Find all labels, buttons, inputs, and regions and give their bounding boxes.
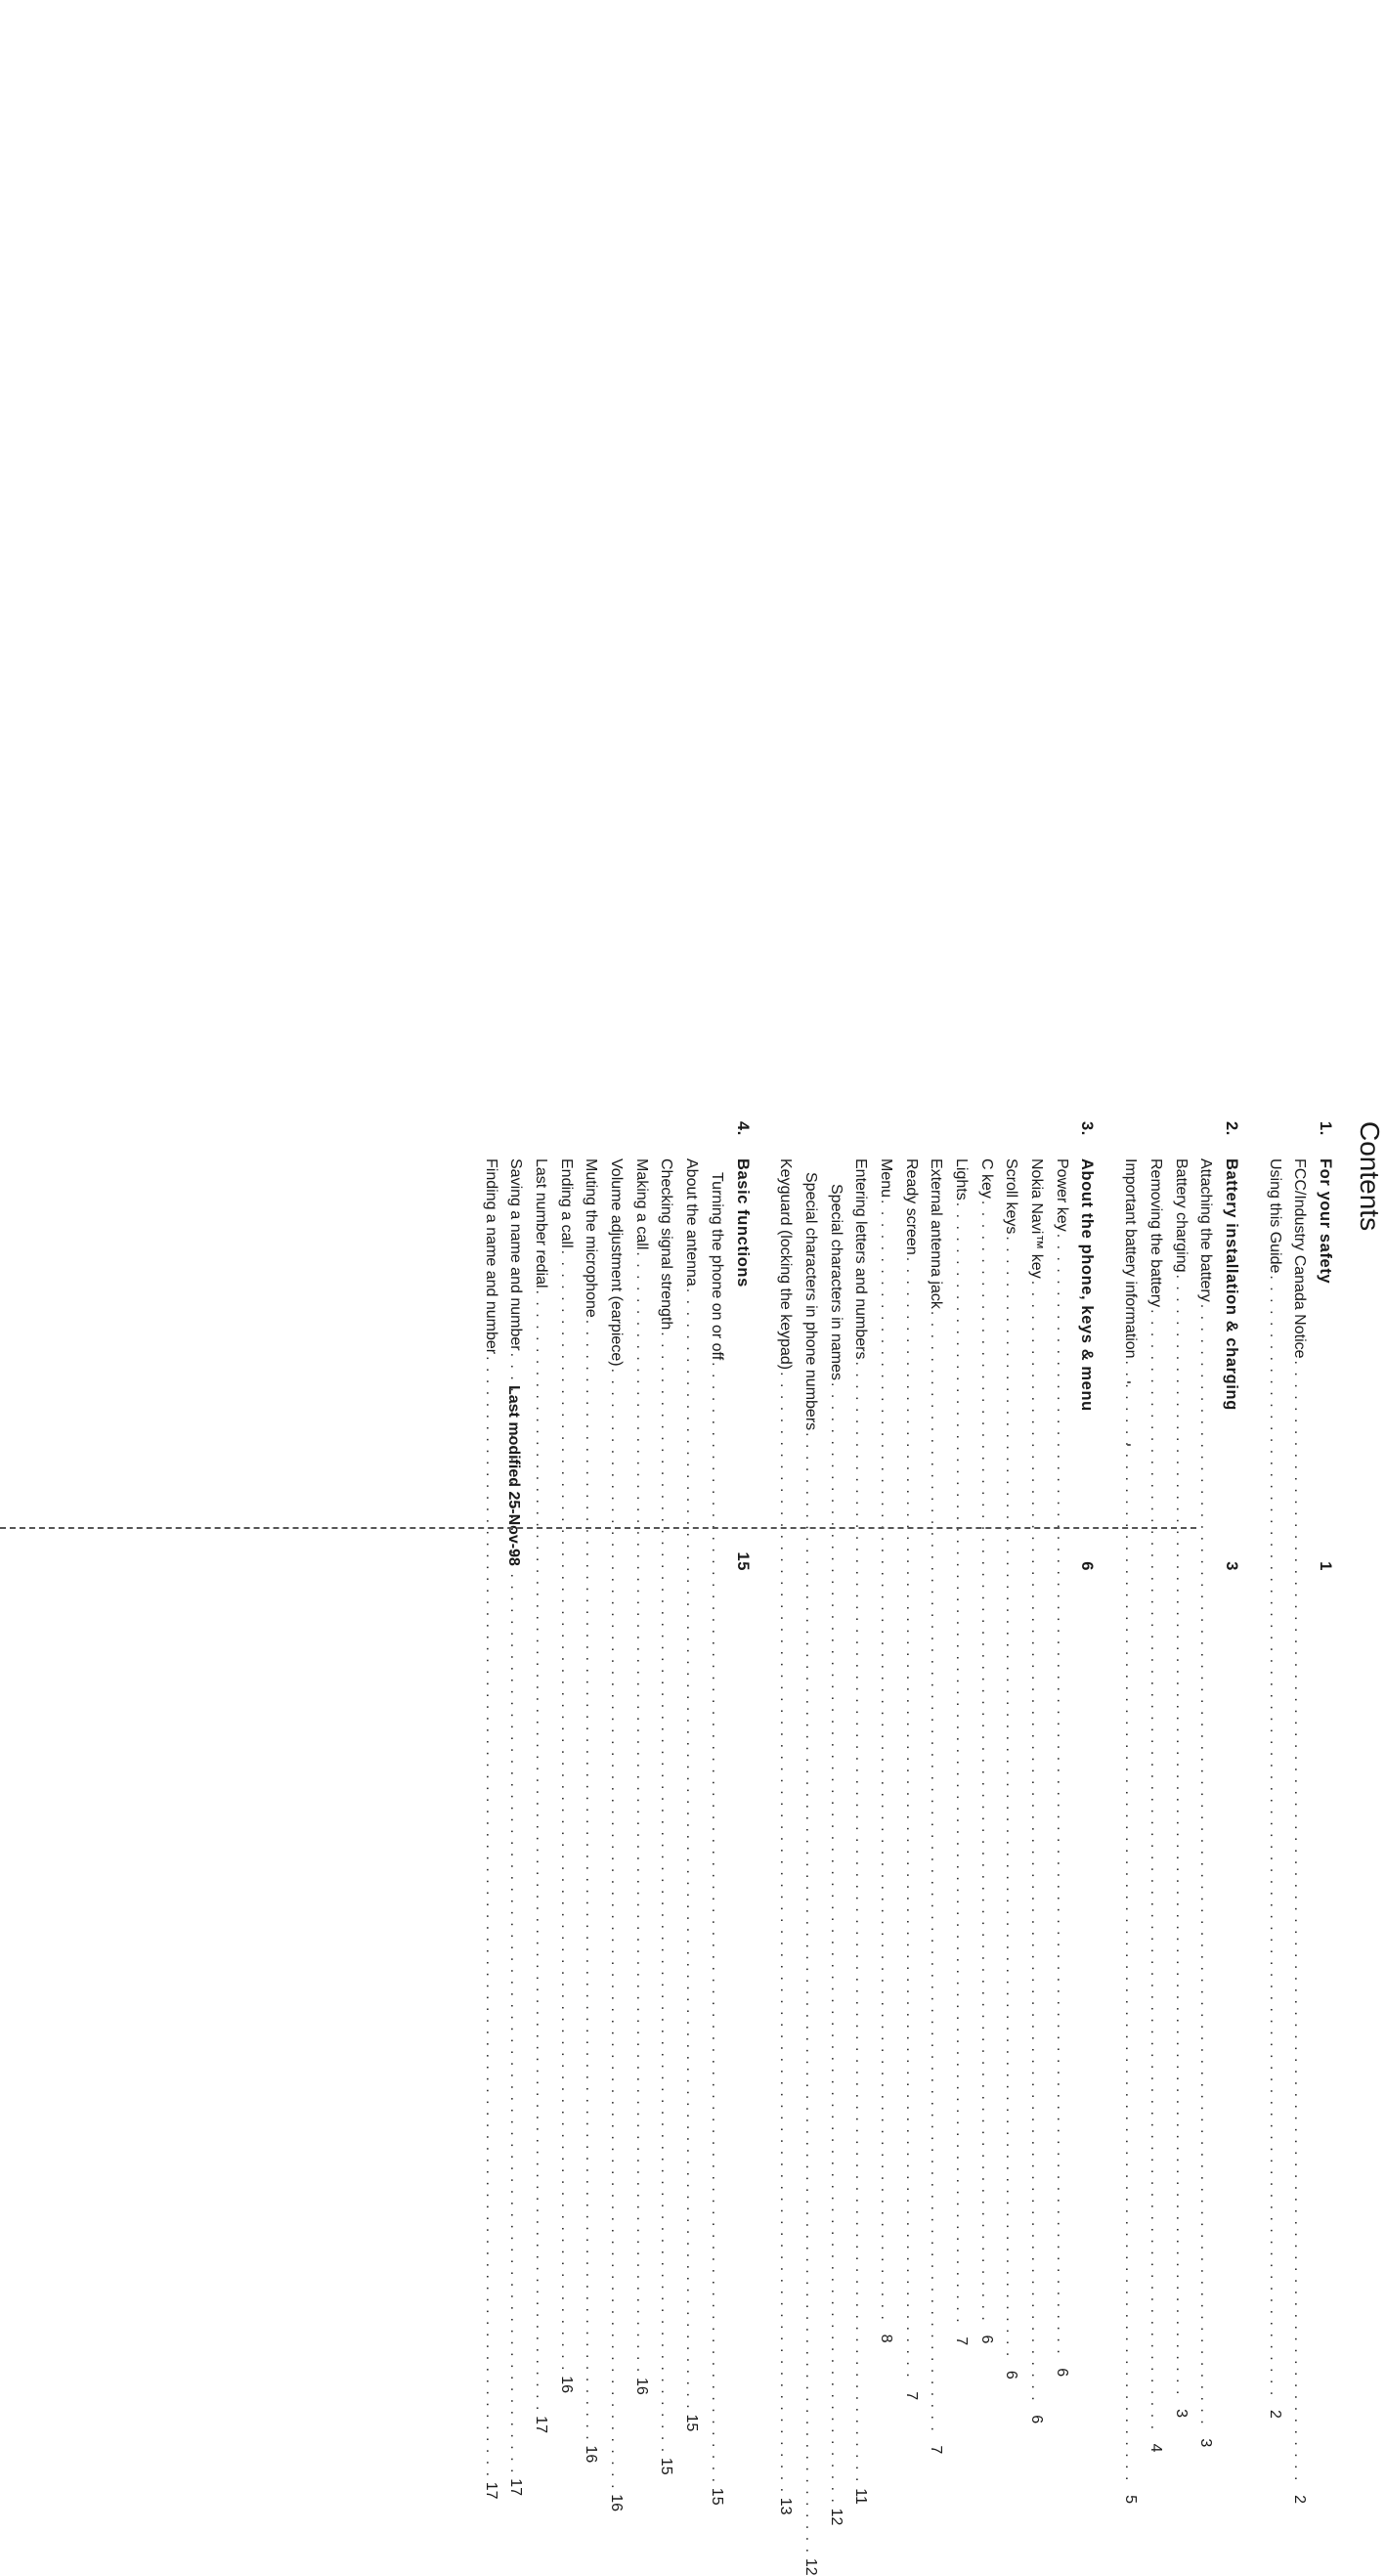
dot-leader bbox=[798, 1430, 823, 2554]
toc-entry[interactable] bbox=[823, 1121, 848, 2526]
entry-title: Using this Guide bbox=[1266, 1158, 1283, 1274]
scan-speck bbox=[1127, 1381, 1131, 1383]
entry-page-number: 7 bbox=[953, 2336, 971, 2346]
entry-page-number: 5 bbox=[1122, 2495, 1140, 2504]
bottom-dashed-rule bbox=[0, 1527, 1196, 1529]
entry-title: Checking signal strength bbox=[658, 1158, 675, 1331]
entry-title: Special characters in names bbox=[827, 1184, 844, 1380]
dot-leader bbox=[528, 1288, 553, 2412]
toc-entry[interactable] bbox=[704, 1121, 729, 2506]
toc-entry[interactable] bbox=[1168, 1121, 1193, 2418]
dot-leader bbox=[553, 1248, 579, 2372]
entry-page-number: 17 bbox=[533, 2416, 550, 2433]
entry-page-number: 15 bbox=[708, 2487, 725, 2506]
section-number: 3. bbox=[1078, 1121, 1097, 1136]
entry-title: Scroll keys bbox=[1003, 1158, 1020, 1235]
entry-page-number: 8 bbox=[878, 2334, 894, 2343]
dot-leader bbox=[654, 1330, 679, 2453]
toc-entry[interactable] bbox=[948, 1121, 974, 2346]
entry-page-number: 12 bbox=[827, 2508, 844, 2526]
entry-title: FCC/Industry Canada Notice bbox=[1291, 1158, 1309, 1359]
section-title: Battery installation & charging bbox=[1222, 1158, 1240, 1411]
entry-title: Ready screen bbox=[902, 1158, 920, 1255]
toc-entry[interactable] bbox=[848, 1121, 874, 2505]
entry-title: Menu bbox=[878, 1158, 894, 1199]
toc-entry[interactable] bbox=[603, 1121, 628, 2512]
dot-leader bbox=[1262, 1273, 1287, 2396]
section-page-number: 15 bbox=[733, 1551, 752, 1571]
entry-page-number: 13 bbox=[777, 2497, 795, 2515]
entry-page-number: 3 bbox=[1172, 2409, 1190, 2418]
dot-leader bbox=[603, 1367, 628, 2490]
entry-page-number: 17 bbox=[507, 2478, 525, 2497]
toc-entry[interactable] bbox=[873, 1121, 898, 2343]
entry-title: Muting the microphone bbox=[583, 1158, 600, 1318]
section-title: Basic functions bbox=[733, 1158, 752, 1288]
entry-title: Keyguard (locking the keypad) bbox=[777, 1158, 795, 1371]
toc-entry[interactable] bbox=[798, 1121, 823, 2576]
toc-entry[interactable] bbox=[924, 1121, 949, 2455]
entry-page-number: 6 bbox=[1053, 2368, 1070, 2378]
dot-leader bbox=[948, 1201, 974, 2324]
dot-leader bbox=[1143, 1307, 1168, 2430]
dot-leader bbox=[773, 1370, 799, 2493]
toc-entry[interactable] bbox=[679, 1121, 705, 2432]
dot-leader bbox=[1168, 1273, 1193, 2396]
entry-title: Important battery information bbox=[1122, 1158, 1140, 1359]
entry-page-number: 15 bbox=[683, 2414, 701, 2432]
entry-page-number: 2 bbox=[1266, 2409, 1283, 2419]
dot-leader bbox=[1287, 1359, 1313, 2482]
toc-entry[interactable] bbox=[898, 1121, 924, 2401]
entry-title: Lights bbox=[953, 1158, 971, 1201]
section-number: 1. bbox=[1317, 1121, 1334, 1136]
entry-title: Battery charging bbox=[1172, 1158, 1190, 1273]
scan-speck bbox=[1127, 1444, 1131, 1446]
entry-page-number: 16 bbox=[583, 2445, 600, 2464]
toc-section-heading[interactable] bbox=[1074, 1121, 1100, 1571]
toc-entry[interactable] bbox=[654, 1121, 679, 2475]
toc-entry[interactable] bbox=[1143, 1121, 1168, 2453]
section-gap bbox=[1243, 1121, 1262, 1571]
dot-leader bbox=[898, 1255, 924, 2379]
entry-page-number: 6 bbox=[1028, 2415, 1046, 2424]
toc-section-heading[interactable] bbox=[729, 1121, 755, 1571]
entry-page-number: 6 bbox=[1003, 2370, 1020, 2380]
dot-leader bbox=[1193, 1302, 1219, 2425]
entry-title: Nokia Navi™ key bbox=[1028, 1158, 1046, 1279]
toc-entry[interactable] bbox=[1287, 1121, 1313, 2504]
section-title: About the phone, keys & menu bbox=[1078, 1158, 1097, 1412]
section-number: 2. bbox=[1222, 1121, 1240, 1136]
entry-page-number: 3 bbox=[1197, 2438, 1215, 2448]
entry-title: Special characters in phone numbers bbox=[801, 1172, 819, 1431]
section-gap bbox=[1100, 1121, 1118, 1571]
section-gap bbox=[755, 1121, 773, 1571]
entry-page-number: 16 bbox=[632, 2378, 650, 2395]
entry-title: Turning the phone on or off bbox=[708, 1172, 725, 1361]
toc-entry[interactable] bbox=[478, 1121, 503, 2500]
entry-page-number: 4 bbox=[1147, 2443, 1164, 2453]
entry-page-number: 16 bbox=[608, 2494, 626, 2512]
entry-title: Last number redial bbox=[533, 1158, 550, 1288]
entry-page-number: 11 bbox=[852, 2488, 870, 2505]
entry-page-number: 16 bbox=[557, 2376, 575, 2394]
entry-title: Ending a call bbox=[557, 1158, 575, 1248]
entry-page-number: 7 bbox=[902, 2391, 920, 2401]
entry-page-number: 2 bbox=[1291, 2495, 1309, 2504]
table-of-contents bbox=[478, 1121, 1337, 2576]
dot-leader bbox=[628, 1249, 654, 2373]
entry-title: Power key bbox=[1053, 1158, 1070, 1232]
entry-title: Removing the battery bbox=[1147, 1158, 1164, 1308]
dot-leader bbox=[579, 1318, 604, 2441]
toc-section-heading[interactable] bbox=[1218, 1121, 1243, 1571]
entry-page-number: 12 bbox=[801, 2557, 819, 2576]
entry-page-number: 15 bbox=[658, 2457, 675, 2475]
entry-title: External antenna jack bbox=[928, 1158, 945, 1309]
entry-page-number: 7 bbox=[928, 2445, 945, 2455]
dot-leader bbox=[678, 1287, 704, 2410]
section-page-number: 6 bbox=[1078, 1561, 1097, 1571]
toc-section-heading[interactable] bbox=[1312, 1121, 1337, 1571]
toc-entry[interactable] bbox=[773, 1121, 799, 2515]
entry-title: C key bbox=[977, 1158, 995, 1199]
toc-entry[interactable] bbox=[999, 1121, 1024, 2380]
dot-leader bbox=[873, 1198, 898, 2321]
toc-entry[interactable] bbox=[974, 1121, 999, 2344]
entry-title: Attaching the battery bbox=[1197, 1158, 1215, 1302]
section-number: 4. bbox=[733, 1121, 752, 1136]
entry-title: Saving a name and number bbox=[507, 1158, 525, 1351]
entry-page-number: 17 bbox=[482, 2481, 499, 2500]
section-page-number: 3 bbox=[1222, 1561, 1240, 1571]
toc-entry[interactable] bbox=[1262, 1121, 1287, 2419]
dot-leader bbox=[1023, 1279, 1049, 2402]
entry-title: Entering letters and numbers bbox=[852, 1158, 870, 1360]
toc-entry[interactable] bbox=[579, 1121, 604, 2464]
section-title: For your safety bbox=[1317, 1158, 1334, 1285]
entry-page-number: 6 bbox=[977, 2335, 995, 2344]
toc-entry[interactable] bbox=[1023, 1121, 1049, 2424]
toc-entry[interactable] bbox=[1193, 1121, 1219, 2448]
dot-leader bbox=[1049, 1232, 1074, 2355]
entry-title: Finding a name and number bbox=[482, 1158, 499, 1355]
page-title: Contents bbox=[1355, 1121, 1385, 1232]
section-page-number: 1 bbox=[1317, 1561, 1334, 1571]
toc-entry[interactable] bbox=[1118, 1121, 1144, 2504]
entry-title: Making a call bbox=[632, 1158, 650, 1250]
last-modified-footer: Last modified 25-Nov-98 bbox=[505, 1385, 522, 1566]
dot-leader bbox=[478, 1354, 503, 2477]
dot-leader bbox=[924, 1309, 949, 2432]
entry-title: Volume adjustment (earpiece) bbox=[608, 1158, 626, 1367]
rotated-contents-frame bbox=[447, 1121, 1385, 2576]
dot-leader bbox=[974, 1199, 999, 2322]
dot-leader bbox=[823, 1380, 848, 2504]
dot-leader bbox=[999, 1234, 1024, 2357]
toc-entry[interactable] bbox=[553, 1121, 579, 2394]
toc-entry[interactable] bbox=[528, 1121, 553, 2433]
entry-title: About the antenna bbox=[683, 1158, 701, 1287]
toc-entry[interactable] bbox=[628, 1121, 654, 2395]
toc-entry[interactable] bbox=[1049, 1121, 1074, 2378]
